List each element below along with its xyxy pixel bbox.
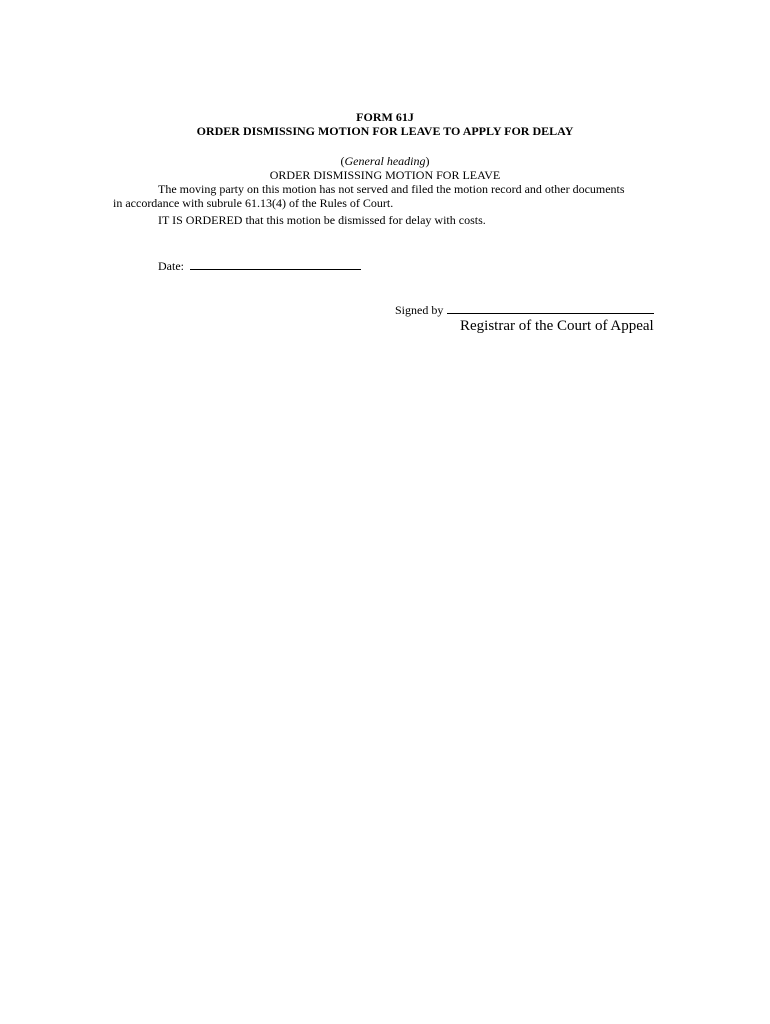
general-heading [0,154,770,168]
general-heading-close: ) [425,154,430,168]
date-label: Date: [158,259,184,273]
date-blank-field [190,258,361,270]
general-heading-text: General heading [344,154,426,168]
paragraph-1-line-2: in accordance with subrule 61.13(4) of the Rules of Court. [113,196,394,210]
general-heading-open: ( [340,154,345,168]
order-title: ORDER DISMISSING MOTION FOR LEAVE [269,168,501,182]
signed-line [395,302,654,317]
order-paragraph: IT IS ORDERED that this motion be dismissed for delay with costs. [158,213,486,227]
form-number: FORM 61J [356,110,414,124]
form-title: ORDER DISMISSING MOTION FOR LEAVE TO APPLY FOR DELAY [196,124,574,138]
date-line [158,258,361,273]
registrar-title: Registrar of the Court of Appeal [460,318,654,334]
paragraph-1-line-1: The moving party on this motion has not served and filed the motion record and other documents [158,182,625,196]
signature-blank-field [447,302,654,314]
signed-label: Signed by [395,303,444,317]
